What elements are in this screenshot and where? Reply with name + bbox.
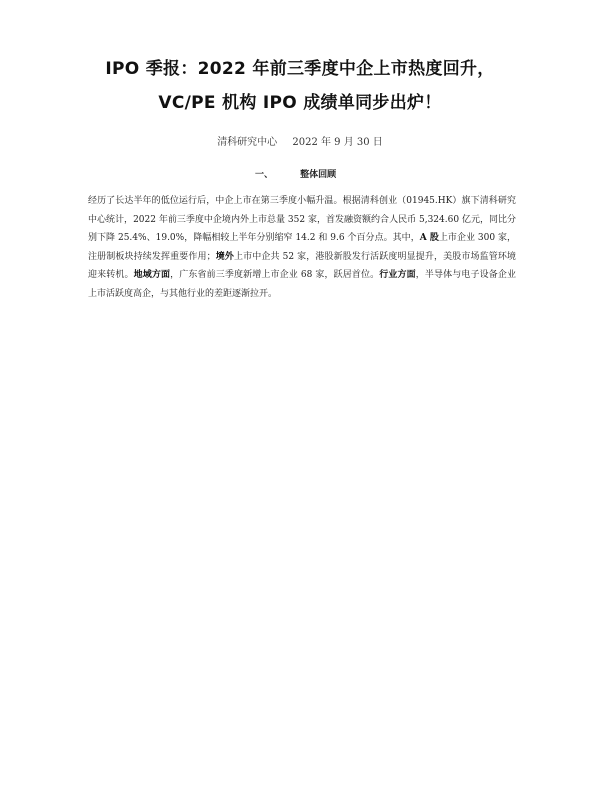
byline [0, 133, 600, 148]
byline-date: 2022 年 9 月 30 日 [292, 137, 383, 148]
bold-term-overseas: 境外 [215, 251, 235, 262]
body-paragraph [88, 192, 516, 303]
paragraph-text: 上市企业 300 家，注册制板块持续发挥重要作用； [88, 233, 516, 262]
section-heading [255, 167, 336, 180]
document-title-line-1: IPO 季报：2022 年前三季度中企上市热度回升， [105, 59, 495, 79]
bold-term-region: 地域方面 [133, 270, 171, 280]
byline-organization: 清科研究中心 [217, 137, 278, 148]
paragraph-text: 经历了长达半年的低位运行后，中企上市在第三季度小幅升温。根据清科创业（01945.HK）旗下清科研究中心统计，2022 年前三季度中企境内外上市总量 352 家，首发融资额约合人民币 5,324.60 亿元，同比分别下降 25.4%、19.0%，降幅相较上半年分别缩窄 14.2 和 9.6 个百分点。其中， [88, 196, 516, 243]
document-title-line-2: VC/PE 机构 IPO 成绩单同步出炉！ [158, 93, 442, 113]
section-title: 整体回顾 [300, 170, 337, 180]
bold-term-a-share: A 股 [419, 233, 439, 243]
paragraph-text: 上市中企共 52 家，港股新股发行活跃度明显提升，美股市场监管环境迎来转机。 [88, 251, 516, 280]
section-number: 一、 [255, 170, 274, 180]
paragraph-text: ，广东省前三季度新增上市企业 68 家，跃居首位。 [170, 270, 380, 280]
bold-term-industry: 行业方面 [379, 270, 416, 280]
paragraph-text: ，半导体与电子设备企业上市活跃度高企，与其他行业的差距逐渐拉开。 [88, 270, 516, 299]
